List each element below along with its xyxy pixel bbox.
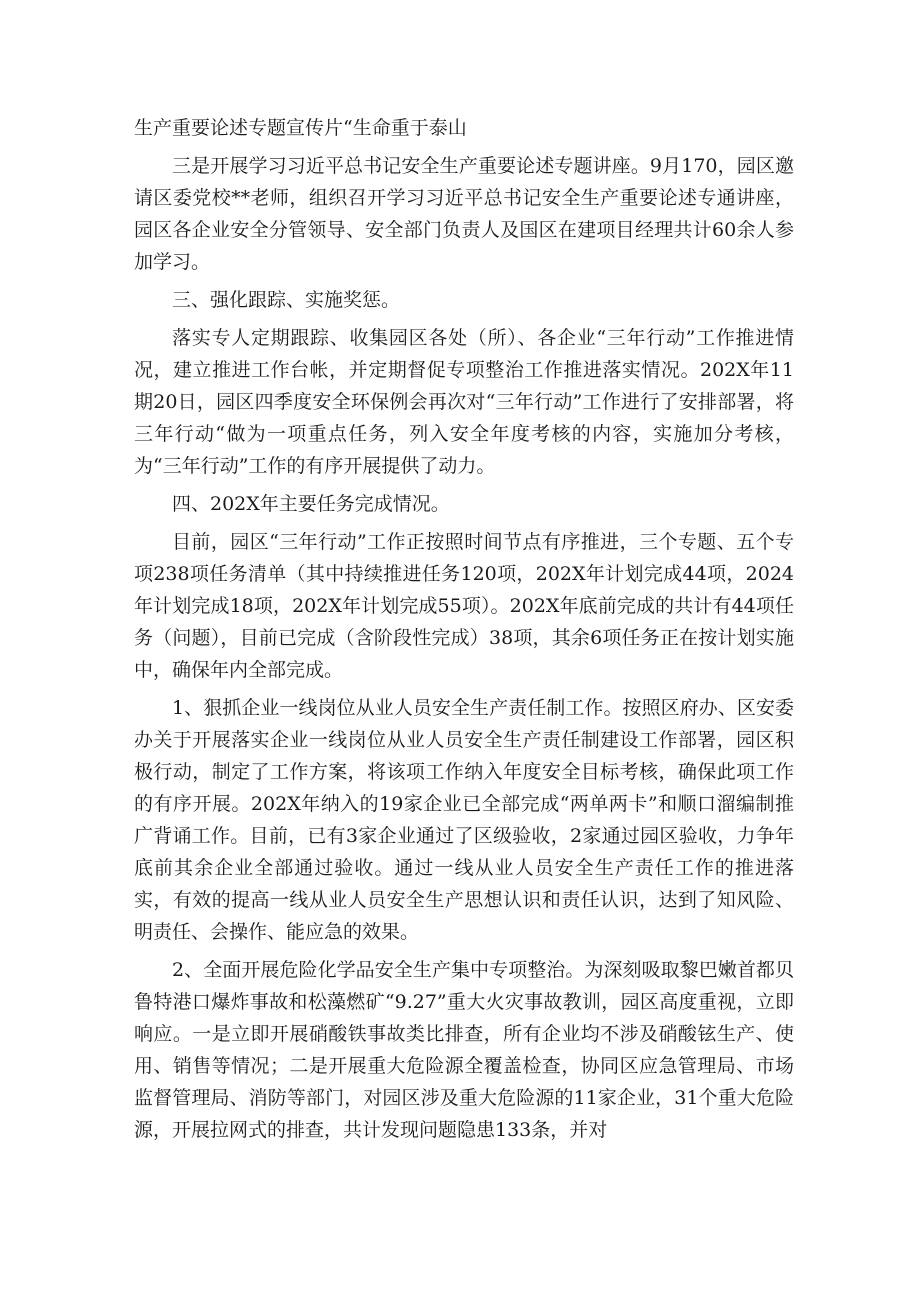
- paragraph-item-2: 2、全面开展危险化学品安全生产集中专项整治。为深刻吸取黎巴嫩首都贝鲁特港口爆炸事故和松藻燃矿“9.27”重大火灾事故教训，园区高度重视，立即响应。一是立即开展硝酸铁事故类比排查，所有企业均不涉及硝酸铉生产、使用、销售等情况；二是开展重大危险源全覆盖检查，协同区应急管理局、市场监督管理局、消防等部门，对园区涉及重大危险源的11家企业，31个重大危险源，开展拉网式的排查，共计发现问题隐患133条，并对: [134, 959, 794, 1141]
- paragraph-continuation: 生产重要论述专题宣传片“生命重于泰山: [134, 117, 467, 139]
- paragraph-lecture: 三是开展学习习近平总书记安全生产重要论述专题讲座。9月170，园区邀请区委党校**老师，组织召开学习习近平总书记安全生产重要论述专通讲座，园区各企业安全分管领导、安全部门负责人及国区在建项目经理共计60余人参加学习。: [134, 155, 794, 273]
- document-body: [134, 112, 794, 1152]
- paragraph-task-progress: 目前，园区“三年行动”工作正按照时间节点有序推进，三个专题、五个专项238项任务清单（其中持续推进任务120项，202X年计划完成44项，2024年计划完成18项，202X年计划完成55项）。202X年底前完成的共计有44项任务（问题），目前已完成（含阶段性完成）38项，其余6项任务正在按计划实施中，确保年内全部完成。: [134, 531, 794, 681]
- paragraph-item-1: 1、狠抓企业一线岗位从业人员安全生产责任制工作。按照区府办、区安委办关于开展落实企业一线岗位从业人员安全生产责任制建设工作部署，园区积极行动，制定了工作方案，将该项工作纳入年度安全目标考核，确保此项工作的有序开展。202X年纳入的19家企业已全部完成“两单两卡”和顺口溜编制推广背诵工作。目前，已有3家企业通过了区级验收，2家通过园区验收，力争年底前其余企业全部通过验收。通过一线从业人员安全生产责任工作的推进落实，有效的提高一线从业人员安全生产思想认识和责任认识，达到了知风险、明责任、会操作、能应急的效果。: [134, 697, 794, 943]
- paragraph-tracking: 落实专人定期跟踪、收集园区各处（所）、各企业“三年行动”工作推进情况，建立推进工作台帐，并定期督促专项整治工作推进落实情况。202X年11期20日，园区四季度安全环保例会再次对“三年行动”工作进行了安排部署，将三年行动“做为一项重点任务，列入安全年度考核的内容，实施加分考核，为“三年行动”工作的有序开展提供了动力。: [134, 327, 794, 477]
- section-heading-tasks: 四、202X年主要任务完成情况。: [172, 493, 450, 515]
- section-heading-tracking: 三、强化跟踪、实施奖惩。: [172, 289, 401, 311]
